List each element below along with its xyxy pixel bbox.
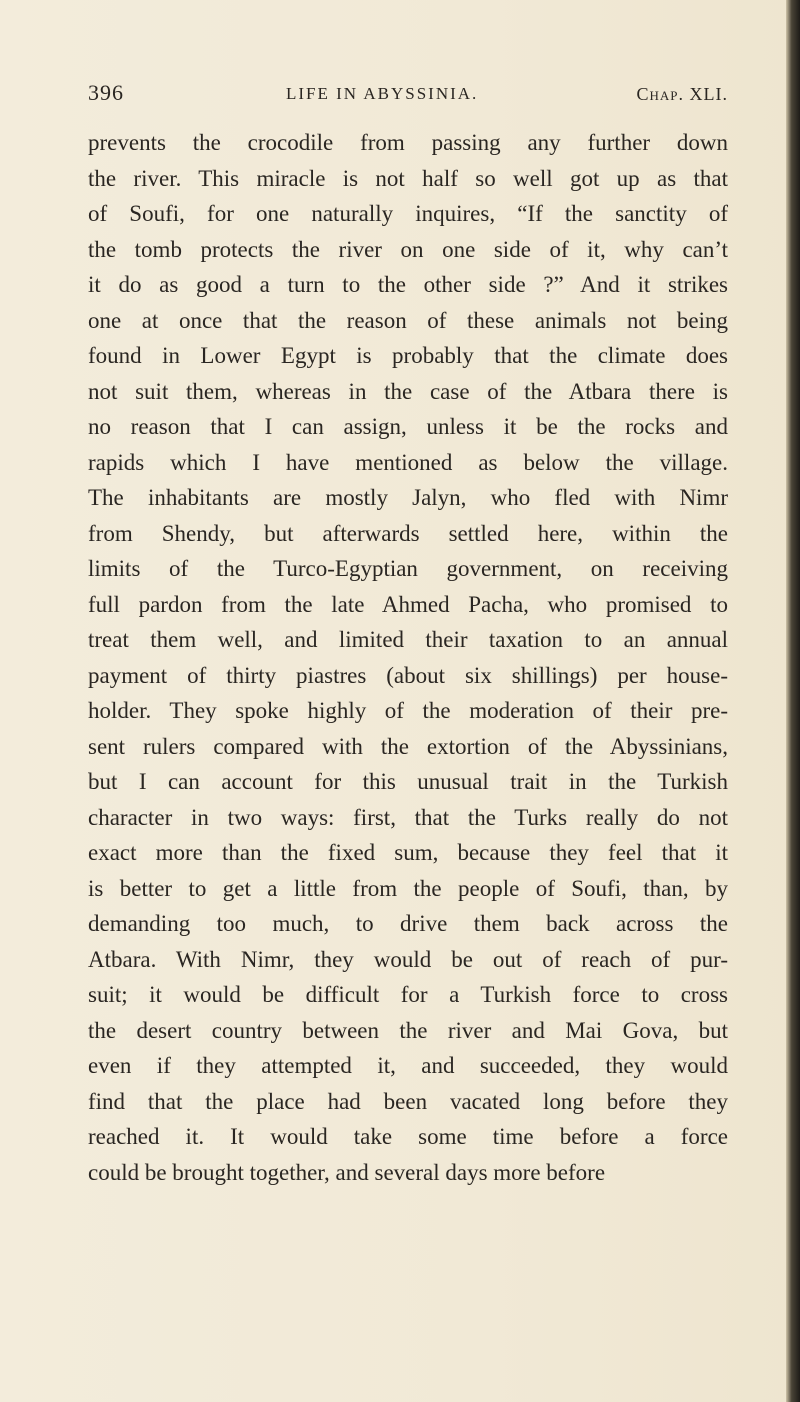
text-line: treat them well, and limited their taxation to an annual xyxy=(88,627,728,652)
body-text xyxy=(88,125,728,1190)
text-line: it do as good a turn to the other side ?” And it strikes xyxy=(88,272,728,297)
text-line: demanding too much, to drive them back across the xyxy=(88,911,728,936)
text-line: of Soufi, for one naturally inquires, “If the sanctity of xyxy=(88,201,728,226)
text-line: find that the place had been vacated long before they xyxy=(88,1088,728,1114)
text-line: is better to get a little from the people of Soufi, than, by xyxy=(88,875,728,901)
running-head xyxy=(88,80,728,114)
text-line: found in Lower Egypt is probably that the climate does xyxy=(88,343,728,368)
text-line: even if they attempted it, and succeeded, they would xyxy=(88,1053,728,1078)
running-title: LIFE IN ABYSSINIA. xyxy=(286,84,479,103)
text-line: The inhabitants are mostly Jalyn, who fled with Nimr xyxy=(88,485,728,510)
text-line: reached it. It would take some time before a force xyxy=(88,1124,728,1149)
text-line: character in two ways: first, that the Turks really do not xyxy=(88,804,728,830)
page-number: 396 xyxy=(88,80,124,105)
text-line: Atbara. With Nimr, they would be out of reach of pur- xyxy=(88,946,728,972)
text-line: suit; it would be difficult for a Turkish force to cross xyxy=(88,982,728,1007)
text-line: the desert country between the river and Mai Gova, but xyxy=(88,1017,728,1043)
text-line: the tomb protects the river on one side of it, why can’t xyxy=(88,236,728,262)
text-line: the river. This miracle is not half so well got up as that xyxy=(88,165,728,191)
text-line: full pardon from the late Ahmed Pacha, who promised to xyxy=(88,591,728,617)
text-line: rapids which I have mentioned as below the village. xyxy=(88,449,728,475)
text-line: not suit them, whereas in the case of the Atbara there is xyxy=(88,378,728,404)
text-line: exact more than the fixed sum, because they feel that it xyxy=(88,840,728,865)
text-line: could be brought together, and several days more before xyxy=(88,1159,606,1185)
page-binding-edge xyxy=(786,0,800,1402)
chapter-label: Chap. XLI. xyxy=(636,84,728,104)
text-line: holder. They spoke highly of the moderation of their pre- xyxy=(88,698,728,723)
text-line: from Shendy, but afterwards settled here, within the xyxy=(88,520,728,546)
text-line: prevents the crocodile from passing any further down xyxy=(88,130,728,155)
text-line: one at once that the reason of these animals not being xyxy=(88,307,728,333)
text-line: no reason that I can assign, unless it be the rocks and xyxy=(88,414,728,439)
text-line: but I can account for this unusual trait in the Turkish xyxy=(88,769,728,794)
text-line: payment of thirty piastres (about six shillings) per house- xyxy=(88,662,728,688)
text-line: limits of the Turco-Egyptian government, on receiving xyxy=(88,556,728,581)
text-line: sent rulers compared with the extortion of the Abyssinians, xyxy=(88,733,728,759)
